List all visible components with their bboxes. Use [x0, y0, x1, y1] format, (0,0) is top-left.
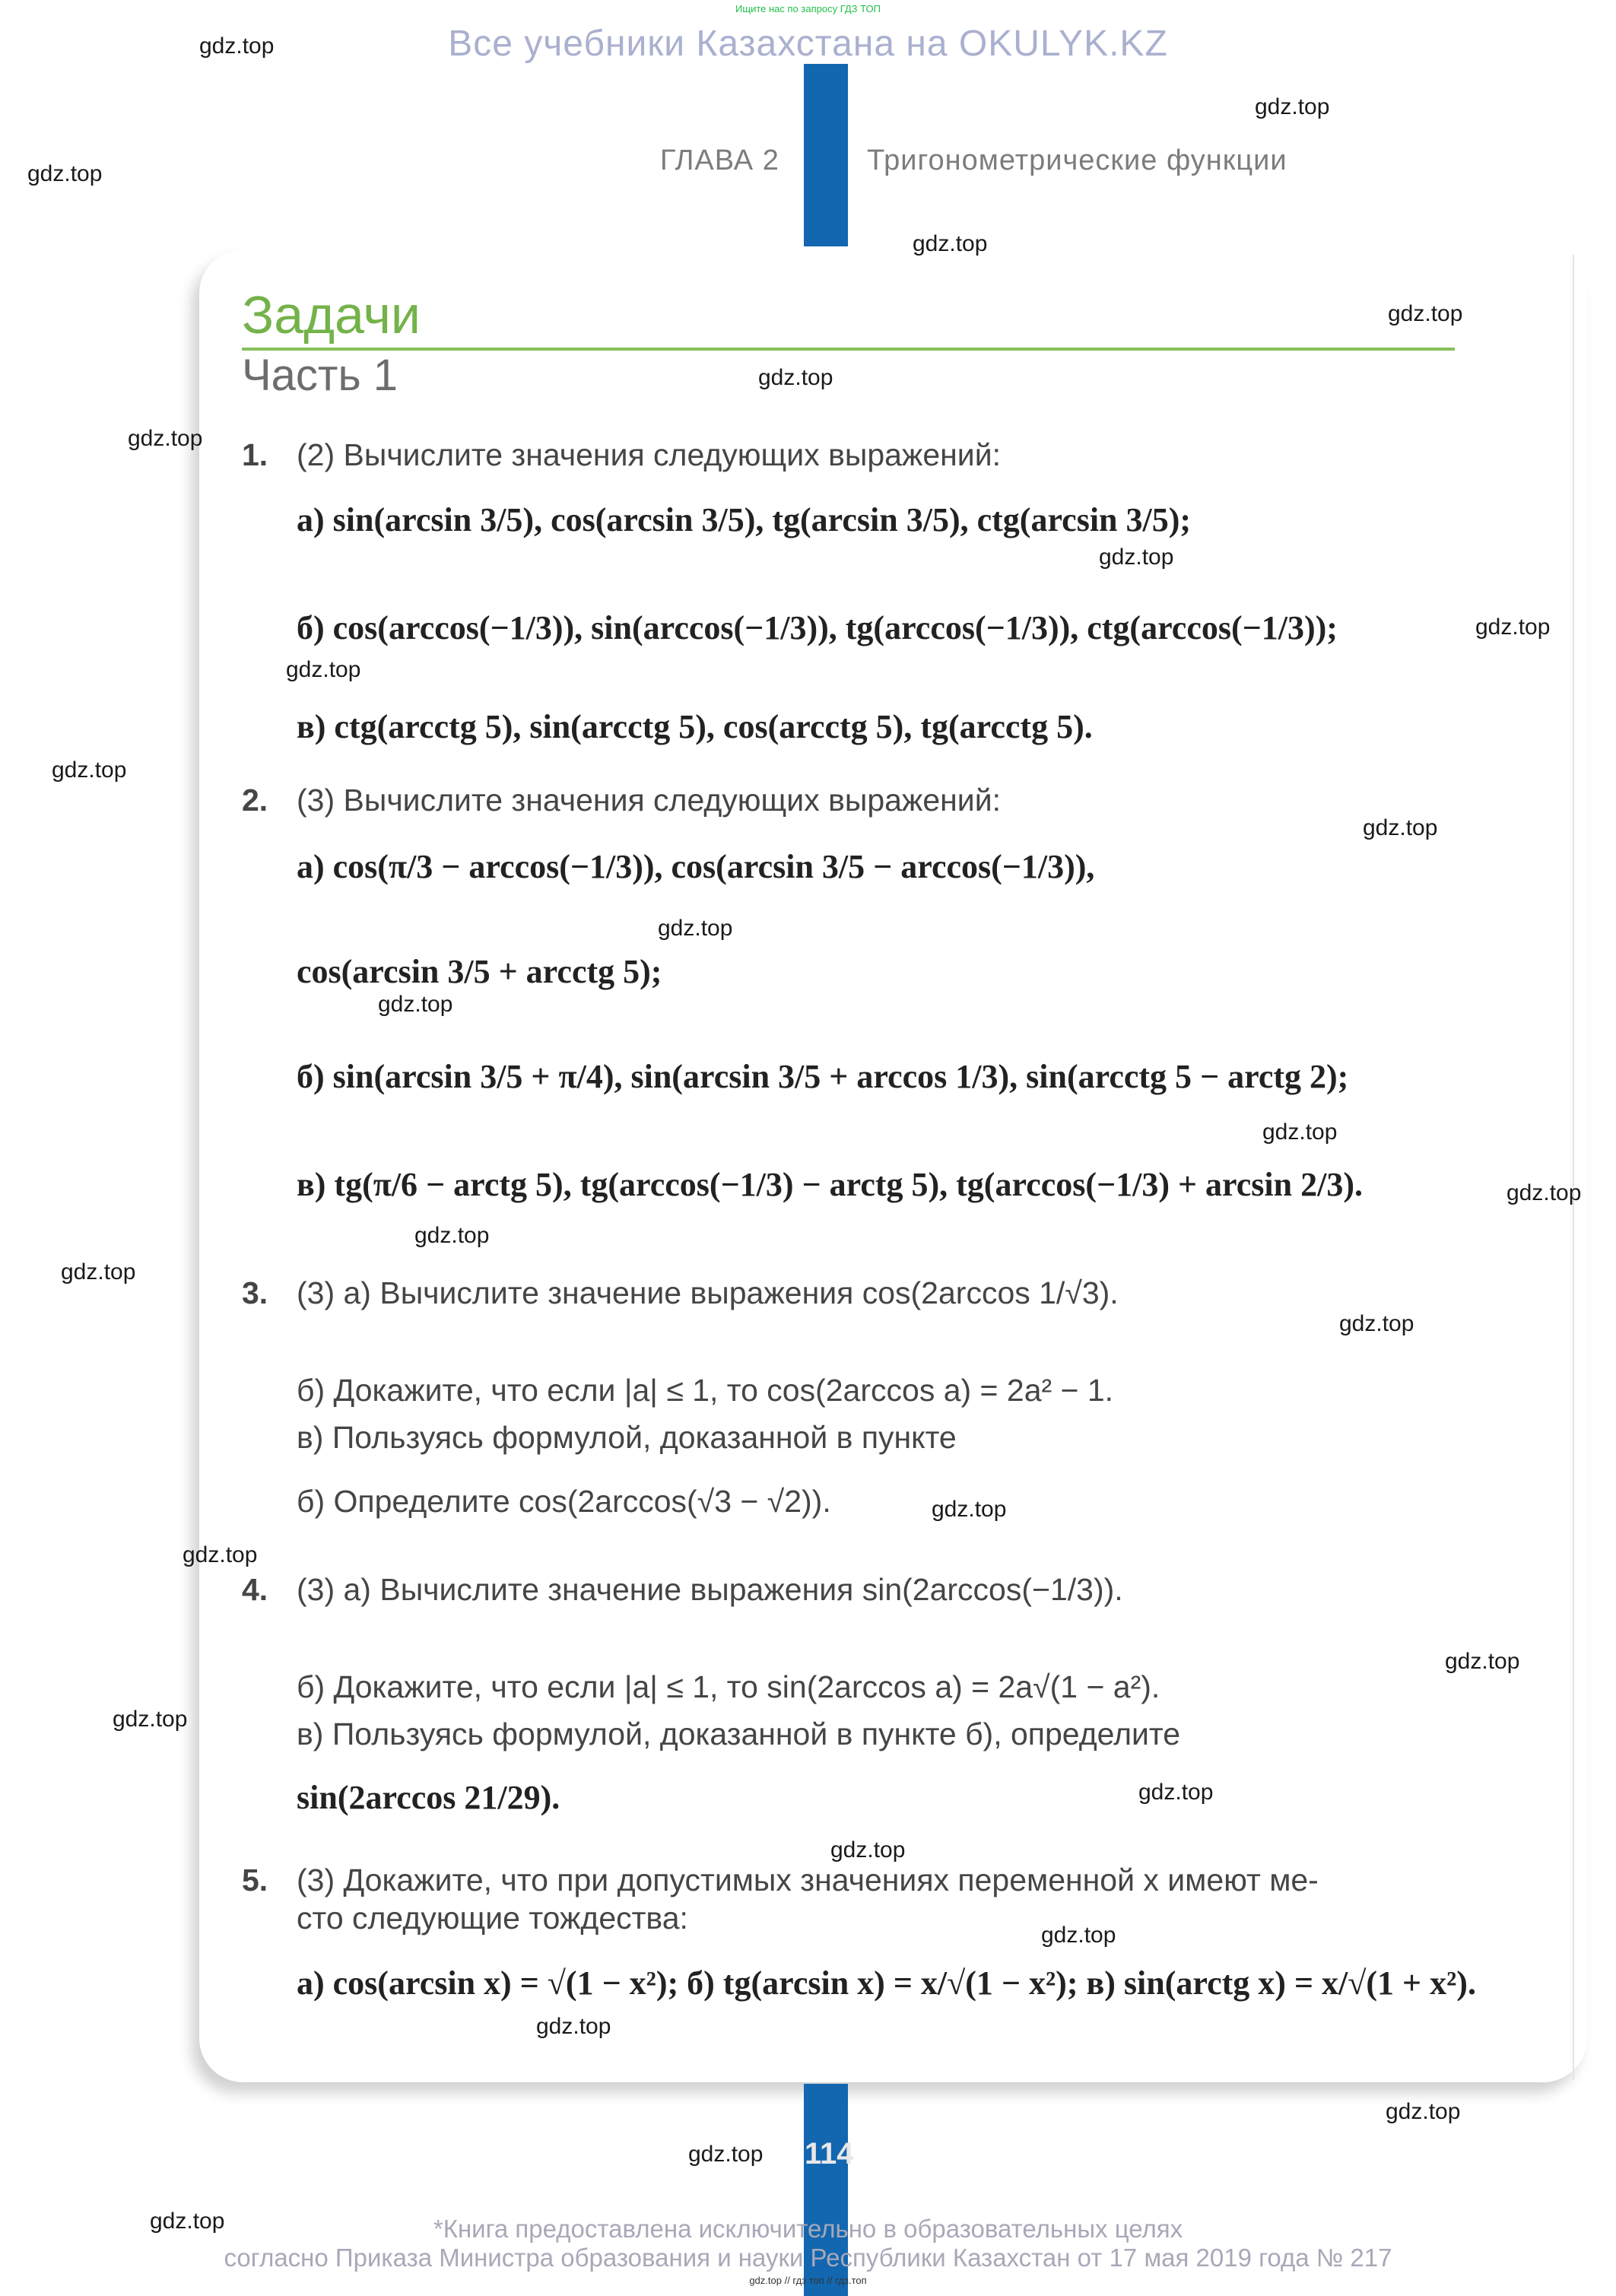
- card-divider: [1573, 255, 1574, 2080]
- watermark: gdz.top: [1138, 1780, 1214, 1805]
- problem-line: в) tg(π/6 − arctg 5), tg(arccos(−1/3) − arctg 5), tg(arccos(−1/3) + arcsin 2/3).: [297, 1166, 1364, 1203]
- watermark: gdz.top: [1475, 614, 1551, 640]
- problem-intro: (3) а) Вычислите значение выражения sin(2arccos(−1/3)).: [297, 1572, 1123, 1607]
- watermark: gdz.top: [199, 33, 275, 59]
- watermark: gdz.top: [150, 2209, 225, 2234]
- watermark: gdz.top: [113, 1707, 188, 1732]
- watermark: gdz.top: [61, 1259, 136, 1285]
- problem-line: сто следующие тождества:: [297, 1901, 688, 1936]
- watermark: gdz.top: [1339, 1311, 1414, 1336]
- chapter-title: Тригонометрические функции: [867, 144, 1287, 176]
- watermark: gdz.top: [52, 757, 127, 783]
- watermark: gdz.top: [27, 161, 103, 186]
- problem-line: а) sin(arcsin 3/5), cos(arcsin 3/5), tg(arcsin 3/5), ctg(arcsin 3/5);: [297, 501, 1192, 538]
- watermark: gdz.top: [128, 426, 203, 451]
- problem-line: в) ctg(arcctg 5), sin(arcctg 5), cos(arcctg 5), tg(arcctg 5).: [297, 708, 1093, 745]
- problem-number: 4.: [242, 1572, 268, 1607]
- chapter-label: ГЛАВА 2: [660, 144, 779, 176]
- watermark: gdz.top: [758, 365, 833, 390]
- chapter-marker-bar: [804, 64, 848, 246]
- watermark: gdz.top: [913, 231, 988, 256]
- watermark: gdz.top: [1099, 545, 1174, 570]
- problem-intro: (3) Докажите, что при допустимых значениях переменной x имеют ме-: [297, 1863, 1319, 1897]
- section-title: Задачи: [242, 285, 421, 345]
- problem-line: cos(arcsin 3/5 + arcctg 5);: [297, 953, 662, 990]
- watermark: gdz.top: [414, 1223, 490, 1248]
- watermark: gdz.top: [378, 992, 453, 1017]
- top-notice: Ищите нас по запросу ГДЗ ТОП: [735, 3, 881, 14]
- section-part: Часть 1: [242, 351, 398, 400]
- problem-line: б) cos(arccos(−1/3)), sin(arccos(−1/3)), tg(arccos(−1/3)), ctg(arccos(−1/3));: [297, 609, 1338, 646]
- watermark: gdz.top: [1262, 1119, 1338, 1145]
- page-number: 114: [805, 2137, 854, 2171]
- problem-intro: (3) а) Вычислите значение выражения cos(2arccos 1/√3).: [297, 1275, 1119, 1310]
- problem-line: б) sin(arcsin 3/5 + π/4), sin(arcsin 3/5 + arccos 1/3), sin(arcctg 5 − arctg 2);: [297, 1058, 1349, 1095]
- problem-intro: (2) Вычислите значения следующих выражений:: [297, 437, 1002, 472]
- problem-line: в) Пользуясь формулой, доказанной в пункте б), определите: [297, 1716, 1181, 1751]
- watermark: gdz.top: [1506, 1180, 1582, 1205]
- watermark: gdz.top: [183, 1542, 258, 1567]
- watermark: gdz.top: [1363, 815, 1438, 840]
- problem-line: а) cos(arcsin x) = √(1 − x²); б) tg(arcsin x) = x/√(1 − x²); в) sin(arctg x) = x/√(1 + x²).: [297, 1964, 1476, 2002]
- title-underline: [242, 348, 1455, 351]
- problem-intro: (3) Вычислите значения следующих выражений:: [297, 783, 1002, 818]
- problem-line: б) Определите cos(2arccos(√3 − √2)).: [297, 1484, 831, 1519]
- watermark: gdz.top: [1041, 1923, 1116, 1948]
- watermark: gdz.top: [932, 1497, 1007, 1522]
- watermark: gdz.top: [536, 2014, 611, 2039]
- problem-number: 1.: [242, 437, 268, 472]
- bottom-notice: gdz.top // гдз топ // гдз.топ: [749, 2275, 867, 2286]
- watermark: gdz.top: [1445, 1649, 1520, 1674]
- problem-line: а) cos(π/3 − arccos(−1/3)), cos(arcsin 3/5 − arccos(−1/3)),: [297, 848, 1095, 885]
- site-banner: Все учебники Казахстана на OKULYK.KZ: [448, 24, 1168, 64]
- problem-line: sin(2arccos 21/29).: [297, 1779, 560, 1816]
- watermark: gdz.top: [1255, 94, 1330, 119]
- problem-number: 5.: [242, 1863, 268, 1897]
- watermark: gdz.top: [688, 2142, 764, 2167]
- footer-line: согласно Приказа Министра образования и науки Республики Казахстан от 17 мая 2019 года № 217: [224, 2244, 1392, 2272]
- problem-line: б) Докажите, что если |a| ≤ 1, то sin(2arccos a) = 2a√(1 − a²).: [297, 1669, 1160, 1704]
- footer-line: *Книга предоставлена исключительно в образовательных целях: [433, 2215, 1183, 2243]
- watermark: gdz.top: [286, 657, 361, 682]
- problem-line: в) Пользуясь формулой, доказанной в пункте: [297, 1420, 957, 1455]
- watermark: gdz.top: [658, 916, 733, 941]
- watermark: gdz.top: [1388, 301, 1463, 326]
- watermark: gdz.top: [830, 1837, 906, 1863]
- problem-line: б) Докажите, что если |a| ≤ 1, то cos(2arccos a) = 2a² − 1.: [297, 1373, 1114, 1408]
- problem-number: 2.: [242, 783, 268, 818]
- problem-number: 3.: [242, 1275, 268, 1310]
- watermark: gdz.top: [1386, 2099, 1461, 2124]
